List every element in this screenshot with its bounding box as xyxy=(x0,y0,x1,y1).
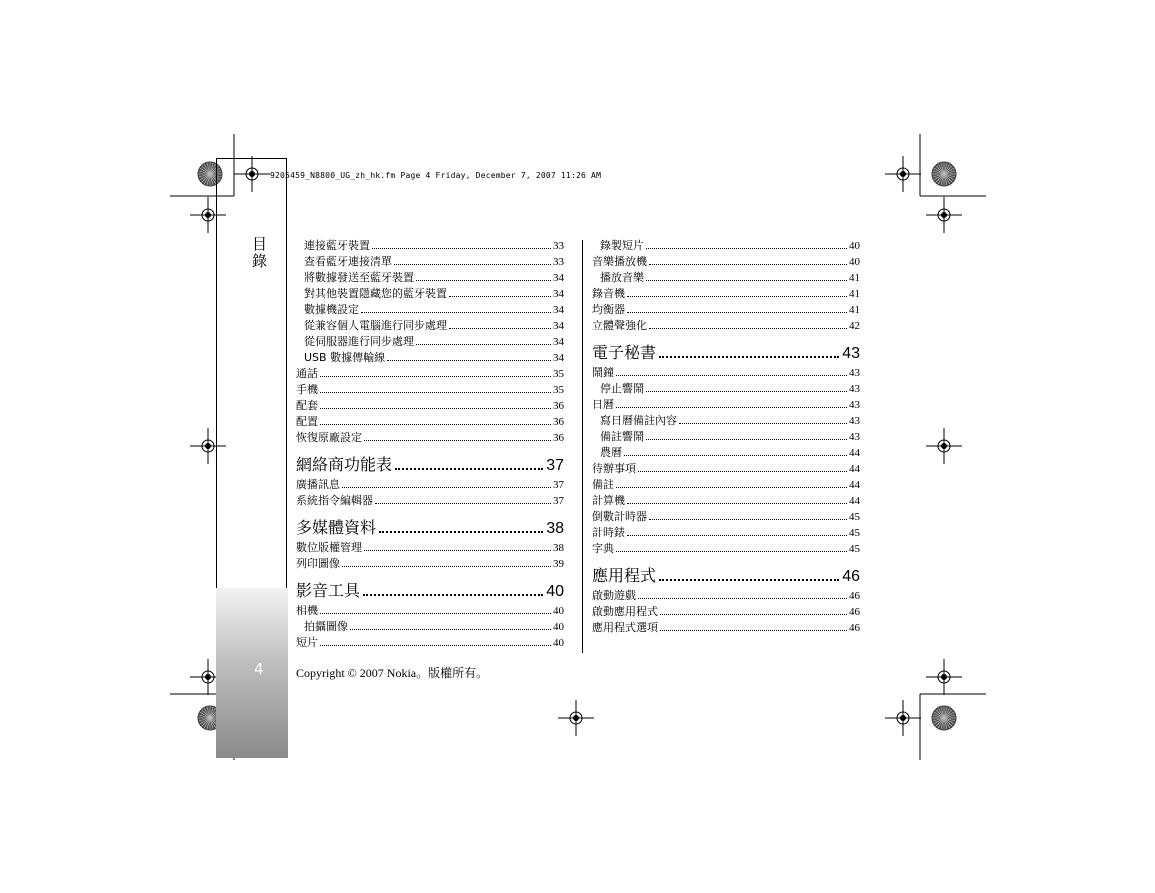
toc-entry[interactable] xyxy=(296,619,564,635)
toc-page-number: 44 xyxy=(849,463,860,475)
toc-entry[interactable] xyxy=(592,397,860,413)
dot-leader xyxy=(387,360,551,361)
dot-leader xyxy=(660,630,847,631)
toc-title: 列印圖像 xyxy=(296,557,340,570)
toc-entry[interactable] xyxy=(296,382,564,398)
toc-entry[interactable] xyxy=(592,365,860,381)
toc-entry[interactable] xyxy=(592,286,860,302)
toc-title: 短片 xyxy=(296,636,318,649)
toc-page-number: 41 xyxy=(849,304,860,316)
dot-leader xyxy=(379,531,543,533)
toc-entry[interactable] xyxy=(296,238,564,254)
toc-title: 恢復原廠設定 xyxy=(296,431,362,444)
toc-entry[interactable] xyxy=(296,366,564,382)
side-tab-gradient xyxy=(216,588,288,758)
toc-title: 影音工具 xyxy=(296,581,361,600)
toc-entry[interactable] xyxy=(592,270,860,286)
toc-page-number: 45 xyxy=(849,543,860,555)
toc-title: 通話 xyxy=(296,367,318,380)
toc-entry[interactable] xyxy=(296,603,564,619)
dot-leader xyxy=(646,439,847,440)
dot-leader xyxy=(394,264,551,265)
toc-section-heading[interactable] xyxy=(296,516,564,540)
dot-leader xyxy=(616,487,847,488)
toc-title: 配套 xyxy=(296,399,318,412)
toc-title: 數位版權管理 xyxy=(296,541,362,554)
toc-page-number: 40 xyxy=(553,605,564,617)
toc-title: 播放音樂 xyxy=(600,271,644,284)
toc-page-number: 34 xyxy=(553,320,564,332)
dot-leader xyxy=(320,392,551,393)
dot-leader xyxy=(320,645,551,646)
toc-page-number: 37 xyxy=(553,479,564,491)
toc-page-number: 37 xyxy=(553,495,564,507)
toc-title: 廣播訊息 xyxy=(296,478,340,491)
toc-section-heading[interactable] xyxy=(592,564,860,588)
dot-leader xyxy=(416,280,551,281)
toc-page-number: 46 xyxy=(842,568,860,585)
toc-entry[interactable] xyxy=(592,604,860,620)
toc-section-heading[interactable] xyxy=(296,579,564,603)
dot-leader xyxy=(364,550,551,551)
toc-page-number: 40 xyxy=(849,256,860,268)
dot-leader xyxy=(616,551,847,552)
toc-title: 立體聲強化 xyxy=(592,319,647,332)
toc-page-number: 44 xyxy=(849,495,860,507)
toc-page-number: 43 xyxy=(842,345,860,362)
toc-title: 應用程式 xyxy=(592,566,657,585)
dot-leader xyxy=(660,614,847,615)
toc-page-number: 39 xyxy=(553,558,564,570)
dot-leader xyxy=(361,312,551,313)
dot-leader xyxy=(646,391,847,392)
toc-entry[interactable] xyxy=(296,556,564,572)
toc-entry[interactable] xyxy=(296,477,564,493)
toc-page-number: 45 xyxy=(849,527,860,539)
toc-entry[interactable] xyxy=(592,413,860,429)
dot-leader xyxy=(375,503,551,504)
toc-title: 網絡商功能表 xyxy=(296,455,393,474)
toc-title: 日曆 xyxy=(592,398,614,411)
toc-page-number: 40 xyxy=(849,240,860,252)
dot-leader xyxy=(320,376,551,377)
toc-title: 系統指令編輯器 xyxy=(296,494,373,507)
toc-title: 應用程式選項 xyxy=(592,621,658,634)
toc-column-right xyxy=(592,238,860,636)
toc-title: 均衡器 xyxy=(592,303,625,316)
dot-leader xyxy=(649,328,847,329)
toc-page-number: 43 xyxy=(849,383,860,395)
column-divider xyxy=(582,240,583,653)
dot-leader xyxy=(616,375,847,376)
dot-leader xyxy=(320,424,551,425)
toc-page-number: 36 xyxy=(553,400,564,412)
toc-title: 倒數計時器 xyxy=(592,510,647,523)
toc-title: 音樂播放機 xyxy=(592,255,647,268)
toc-title: 鬧鐘 xyxy=(592,366,614,379)
toc-title: 計算機 xyxy=(592,494,625,507)
toc-entry[interactable] xyxy=(592,429,860,445)
toc-page-number: 40 xyxy=(553,621,564,633)
toc-entry[interactable] xyxy=(592,620,860,636)
dot-leader xyxy=(395,468,543,470)
dot-leader xyxy=(659,579,839,581)
toc-title: 備註 xyxy=(592,478,614,491)
toc-title: 寫日曆備註內容 xyxy=(600,414,677,427)
dot-leader xyxy=(638,598,847,599)
toc-title: 待辦事項 xyxy=(592,462,636,475)
toc-title: 錄製短片 xyxy=(600,239,644,252)
dot-leader xyxy=(649,519,847,520)
toc-title: 查看藍牙連接清單 xyxy=(304,255,392,268)
toc-page-number: 34 xyxy=(553,304,564,316)
dot-leader xyxy=(638,471,847,472)
dot-leader xyxy=(627,312,847,313)
toc-entry[interactable] xyxy=(592,445,860,461)
toc-title: 啟動應用程式 xyxy=(592,605,658,618)
dot-leader xyxy=(679,423,847,424)
toc-title: 連接藍牙裝置 xyxy=(304,239,370,252)
dot-leader xyxy=(624,455,847,456)
toc-section-heading[interactable] xyxy=(592,341,860,365)
toc-page-number: 33 xyxy=(553,240,564,252)
toc-page-number: 43 xyxy=(849,431,860,443)
dot-leader xyxy=(659,356,839,358)
toc-entry[interactable] xyxy=(592,381,860,397)
toc-entry[interactable] xyxy=(592,238,860,254)
toc-page-number: 43 xyxy=(849,399,860,411)
dot-leader xyxy=(449,296,551,297)
toc-page-number: 34 xyxy=(553,288,564,300)
dot-leader xyxy=(616,407,847,408)
dot-leader xyxy=(320,613,551,614)
toc-page-number: 43 xyxy=(849,415,860,427)
toc-page-number: 38 xyxy=(546,520,564,537)
dot-leader xyxy=(646,280,847,281)
toc-page-number: 35 xyxy=(553,384,564,396)
toc-title: 備註響鬧 xyxy=(600,430,644,443)
dot-leader xyxy=(342,487,551,488)
toc-entry[interactable] xyxy=(592,588,860,604)
toc-page-number: 38 xyxy=(553,542,564,554)
toc-entry[interactable] xyxy=(592,541,860,557)
toc-entry[interactable] xyxy=(296,493,564,509)
toc-title: 配置 xyxy=(296,415,318,428)
toc-page-number: 34 xyxy=(553,272,564,284)
toc-entry[interactable] xyxy=(592,302,860,318)
toc-page-number: 36 xyxy=(553,416,564,428)
toc-page-number: 40 xyxy=(553,637,564,649)
dot-leader xyxy=(627,535,847,536)
toc-entry[interactable] xyxy=(592,477,860,493)
toc-entry[interactable] xyxy=(592,509,860,525)
toc-page-number: 46 xyxy=(849,590,860,602)
toc-title: 將數據發送至藍牙裝置 xyxy=(304,271,414,284)
toc-page-number: 34 xyxy=(553,336,564,348)
toc-title: 從伺服器進行同步處理 xyxy=(304,335,414,348)
dot-leader xyxy=(320,408,551,409)
side-tab-frame xyxy=(216,158,287,588)
dot-leader xyxy=(364,440,551,441)
toc-entry[interactable] xyxy=(296,430,564,446)
toc-entry[interactable] xyxy=(296,414,564,430)
toc-page-number: 35 xyxy=(553,368,564,380)
dot-leader xyxy=(627,503,847,504)
toc-entry[interactable] xyxy=(592,493,860,509)
toc-entry[interactable] xyxy=(296,270,564,286)
chapter-title-vertical: 目錄 xyxy=(250,236,268,270)
toc-entry[interactable] xyxy=(296,398,564,414)
dot-leader xyxy=(342,566,551,567)
toc-entry[interactable] xyxy=(296,318,564,334)
toc-title: USB 數據傳輸線 xyxy=(304,351,386,364)
toc-entry[interactable] xyxy=(296,635,564,651)
toc-entry[interactable] xyxy=(296,302,564,318)
toc-title: 從兼容個人電腦進行同步處理 xyxy=(304,319,447,332)
toc-entry[interactable] xyxy=(296,334,564,350)
toc-page-number: 37 xyxy=(546,457,564,474)
copyright-line: Copyright © 2007 Nokia。版權所有。 xyxy=(296,666,489,680)
toc-title: 字典 xyxy=(592,542,614,555)
toc-page-number: 43 xyxy=(849,367,860,379)
toc-page-number: 34 xyxy=(553,352,564,364)
dot-leader xyxy=(627,296,847,297)
toc-column-left xyxy=(296,238,564,651)
toc-title: 農曆 xyxy=(600,446,622,459)
toc-title: 拍攝圖像 xyxy=(304,620,348,633)
toc-entry[interactable] xyxy=(296,540,564,556)
toc-title: 啟動遊戲 xyxy=(592,589,636,602)
toc-entry[interactable] xyxy=(296,286,564,302)
toc-page-number: 45 xyxy=(849,511,860,523)
toc-entry[interactable] xyxy=(296,350,564,366)
toc-entry[interactable] xyxy=(592,461,860,477)
toc-page-number: 41 xyxy=(849,288,860,300)
toc-entry[interactable] xyxy=(592,318,860,334)
toc-page-number: 44 xyxy=(849,479,860,491)
dot-leader xyxy=(449,328,551,329)
dot-leader xyxy=(416,344,551,345)
dot-leader xyxy=(363,594,543,596)
toc-title: 停止響鬧 xyxy=(600,382,644,395)
toc-page-number: 33 xyxy=(553,256,564,268)
toc-page-number: 40 xyxy=(546,583,564,600)
toc-entry[interactable] xyxy=(592,254,860,270)
toc-title: 電子秘書 xyxy=(592,343,657,362)
dot-leader xyxy=(372,248,551,249)
file-header-line: 9205459_N8800_UG_zh_hk.fm Page 4 Friday, December 7, 2007 11:26 AM xyxy=(270,171,602,180)
toc-page-number: 42 xyxy=(849,320,860,332)
dot-leader xyxy=(350,629,551,630)
dot-leader xyxy=(649,264,847,265)
toc-title: 相機 xyxy=(296,604,318,617)
toc-title: 錄音機 xyxy=(592,287,625,300)
toc-page-number: 44 xyxy=(849,447,860,459)
toc-entry[interactable] xyxy=(592,525,860,541)
page-number: 4 xyxy=(254,660,264,678)
toc-title: 多媒體資料 xyxy=(296,518,377,537)
toc-entry[interactable] xyxy=(296,254,564,270)
toc-title: 計時錶 xyxy=(592,526,625,539)
toc-page-number: 46 xyxy=(849,606,860,618)
toc-page-number: 41 xyxy=(849,272,860,284)
toc-title: 數據機設定 xyxy=(304,303,359,316)
toc-title: 手機 xyxy=(296,383,318,396)
toc-page-number: 46 xyxy=(849,622,860,634)
toc-page-number: 36 xyxy=(553,432,564,444)
toc-title: 對其他裝置隱藏您的藍牙裝置 xyxy=(304,287,447,300)
toc-section-heading[interactable] xyxy=(296,453,564,477)
dot-leader xyxy=(646,248,847,249)
